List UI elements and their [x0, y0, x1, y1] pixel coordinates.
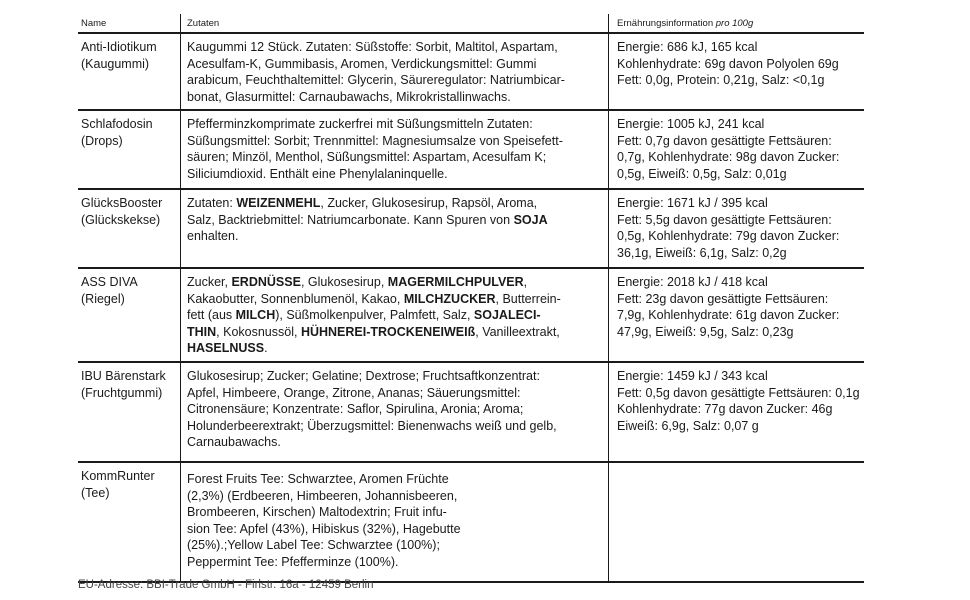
ingredients-cell — [180, 269, 608, 361]
ingredients-line — [187, 504, 604, 521]
ingredients-line — [187, 56, 604, 73]
allergen-highlight: MILCH — [235, 308, 276, 323]
ingredients-text: säuren; Minzöl, Menthol, Süßungsmittel: Aspartam, Acesulfam K; — [187, 150, 547, 165]
ingredients-cell — [180, 363, 608, 461]
nutrition-cell — [608, 190, 864, 267]
header-ingredients: Zutaten — [180, 14, 608, 32]
ingredients-line — [187, 133, 604, 150]
ingredients-line — [187, 537, 604, 554]
nutrition-line: 47,9g, Eiweiß: 9,5g, Salz: 0,23g — [617, 324, 794, 339]
ingredients-line — [187, 274, 604, 291]
ingredients-text: Zutaten: — [187, 196, 237, 210]
nutrition-line: Eiweiß: 6,9g, Salz: 0,07 g — [617, 418, 759, 433]
ingredients-line — [187, 166, 604, 183]
product-name: GlücksBooster — [81, 196, 163, 210]
ingredients-line — [187, 368, 604, 385]
ingredients-text: Pfefferminzkomprimate zuckerfrei mit Süßungsmitteln Zutaten: — [187, 117, 533, 131]
ingredients-line — [187, 195, 604, 212]
ingredients-text: Brombeeren, Kirschen) Maltodextrin; Fruit infu- — [187, 505, 447, 520]
header-nutrition-label: Ernährungsinformation — [617, 18, 714, 29]
ingredients-line — [187, 488, 604, 505]
ingredients-line — [187, 401, 604, 418]
product-name-cell — [78, 190, 180, 267]
ingredients-line — [187, 418, 604, 435]
allergen-highlight: MILCHZUCKER — [403, 291, 496, 306]
product-type: (Glückskekse) — [81, 212, 161, 227]
ingredients-text: Süßungsmittel: Sorbit; Trennmittel: Magnesiumsalze von Speisefett- — [187, 133, 563, 148]
nutrition-line: Kohlenhydrate: 77g davon Zucker: 46g — [617, 402, 833, 417]
ingredients-text: , — [523, 275, 528, 289]
ingredients-text: Carnaubawachs. — [187, 435, 281, 450]
allergen-highlight: HASELNUSS — [187, 341, 265, 356]
nutrition-line: Fett: 0,5g davon gesättigte Fettsäuren: 0,1g — [617, 385, 860, 400]
allergen-highlight: ERDNÜSSE — [231, 275, 301, 289]
ingredients-line — [187, 385, 604, 402]
ingredients-line — [187, 89, 604, 106]
ingredients-line — [187, 340, 604, 357]
table-row — [78, 361, 864, 461]
ingredients-text: Holunderbeerextrakt; Überzugsmittel: Bienenwachs weiß und gelb, — [187, 418, 557, 433]
ingredients-line — [187, 434, 604, 451]
ingredients-text: , Vanilleextrakt, — [475, 324, 560, 339]
nutrition-cell — [608, 111, 864, 188]
ingredients-text: enhalten. — [187, 229, 239, 244]
ingredients-text: Zucker, — [187, 275, 232, 289]
ingredients-cell — [180, 463, 608, 581]
ingredients-text: bonat, Glasurmittel: Carnaubawachs, Mikrokristallinwachs. — [187, 89, 511, 104]
ingredients-text: Kakaobutter, Sonnenblumenöl, Kakao, — [187, 291, 404, 306]
product-name: KommRunter — [81, 469, 155, 483]
product-name: ASS DIVA — [81, 275, 138, 289]
ingredients-text: sion Tee: Apfel (43%), Hibiskus (32%), Hagebutte — [187, 521, 461, 536]
allergen-highlight: SOJA — [513, 212, 548, 227]
ingredients-text: , Glukosesirup, — [300, 275, 388, 289]
allergen-highlight: WEIZENMEHL — [236, 196, 321, 210]
allergen-highlight: THIN — [187, 324, 217, 339]
allergen-highlight: SOJALECI- — [473, 308, 541, 323]
ingredients-line — [187, 307, 604, 324]
ingredients-line — [187, 324, 604, 341]
nutrition-line: 0,7g, Kohlenhydrate: 98g davon Zucker: — [617, 150, 840, 165]
ingredients-text: . — [264, 341, 268, 356]
ingredients-text: , Zucker, Glukosesirup, Rapsöl, Aroma, — [320, 196, 538, 210]
product-name: IBU Bärenstark — [81, 369, 166, 383]
ingredients-text: arabicum, Feuchthaltemittel: Glycerin, Säureregulator: Natriumbicar- — [187, 73, 565, 88]
nutrition-line: Fett: 0,7g davon gesättigte Fettsäuren: — [617, 133, 832, 148]
ingredients-line — [187, 291, 604, 308]
ingredients-line — [187, 228, 604, 245]
ingredients-line — [187, 212, 604, 229]
ingredients-text: Salz, Backtriebmittel: Natriumcarbonate. Kann Spuren von — [187, 212, 514, 227]
ingredients-text: Glukosesirup; Zucker; Gelatine; Dextrose; Fruchtsaftkonzentrat: — [187, 369, 540, 383]
nutrition-line: Energie: 1005 kJ, 241 kcal — [617, 117, 765, 131]
product-type: (Tee) — [81, 485, 110, 500]
ingredients-text: Siliciumdioxid. Enthält eine Phenylalaninquelle. — [187, 166, 448, 181]
product-type: (Kaugummi) — [81, 56, 150, 71]
ingredients-text: (2,3%) (Erdbeeren, Himbeeren, Johannisbeeren, — [187, 488, 458, 503]
table-row — [78, 32, 864, 109]
ingredients-text: , Butterrein- — [495, 291, 561, 306]
nutrition-cell — [608, 34, 864, 109]
nutrition-line: 7,9g, Kohlenhydrate: 61g davon Zucker: — [617, 308, 840, 323]
nutrition-line: Fett: 0,0g, Protein: 0,21g, Salz: <0,1g — [617, 73, 825, 88]
ingredients-text: Acesulfam-K, Gummibasis, Aromen, Verdickungsmittel: Gummi — [187, 56, 537, 71]
product-type: (Riegel) — [81, 291, 125, 306]
product-info-table — [78, 14, 864, 583]
ingredients-cell — [180, 34, 608, 109]
product-name-cell — [78, 111, 180, 188]
ingredients-text: Citronensäure; Konzentrate: Saflor, Spirulina, Aronia; Aroma; — [187, 402, 524, 417]
product-name-cell — [78, 269, 180, 361]
nutrition-cell — [608, 463, 864, 581]
ingredients-line — [187, 116, 604, 133]
product-type: (Drops) — [81, 133, 123, 148]
nutrition-line: 0,5g, Eiweiß: 0,5g, Salz: 0,01g — [617, 166, 787, 181]
nutrition-line: Kohlenhydrate: 69g davon Polyolen 69g — [617, 56, 839, 71]
nutrition-cell — [608, 363, 864, 461]
nutrition-line: Energie: 686 kJ, 165 kcal — [617, 40, 758, 54]
table-row — [78, 461, 864, 583]
table-row — [78, 188, 864, 267]
ingredients-line — [187, 149, 604, 166]
ingredients-text: , Kokosnussöl, — [216, 324, 301, 339]
product-type: (Fruchtgummi) — [81, 385, 163, 400]
ingredients-cell — [180, 190, 608, 267]
ingredients-line — [187, 471, 604, 488]
nutrition-line: Fett: 5,5g davon gesättigte Fettsäuren: — [617, 212, 832, 227]
header-nutrition — [608, 14, 864, 32]
nutrition-cell — [608, 269, 864, 361]
ingredients-text: fett (aus — [187, 308, 236, 323]
nutrition-line: Energie: 2018 kJ / 418 kcal — [617, 275, 768, 289]
nutrition-line: Energie: 1671 kJ / 395 kcal — [617, 196, 768, 210]
product-name: Schlafodosin — [81, 117, 153, 131]
product-name: Anti-Idiotikum — [81, 40, 157, 54]
ingredients-text: Forest Fruits Tee: Schwarztee, Aromen Früchte — [187, 472, 449, 486]
product-name-cell — [78, 34, 180, 109]
eu-address-footer: EU-Adresse: BBI-Trade GmbH - Firlstr. 16a - 12459 Berlin — [78, 579, 374, 591]
ingredients-line — [187, 72, 604, 89]
ingredients-text: Kaugummi 12 Stück. Zutaten: Süßstoffe: Sorbit, Maltitol, Aspartam, — [187, 40, 558, 54]
nutrition-line: 0,5g, Kohlenhydrate: 79g davon Zucker: — [617, 229, 840, 244]
nutrition-line: 36,1g, Eiweiß: 6,1g, Salz: 0,2g — [617, 245, 787, 260]
product-name-cell — [78, 463, 180, 581]
table-row — [78, 109, 864, 188]
allergen-highlight: HÜHNEREI-TROCKENEIWEIß — [300, 324, 476, 339]
ingredients-line — [187, 39, 604, 56]
ingredients-cell — [180, 111, 608, 188]
product-name-cell — [78, 363, 180, 461]
nutrition-line: Energie: 1459 kJ / 343 kcal — [617, 369, 768, 383]
ingredients-text: Peppermint Tee: Pfefferminze (100%). — [187, 554, 399, 569]
ingredients-text: (25%).;Yellow Label Tee: Schwarztee (100%); — [187, 538, 440, 553]
header-name: Name — [81, 18, 107, 29]
ingredients-line — [187, 554, 604, 571]
ingredients-line — [187, 521, 604, 538]
header-nutrition-unit: pro 100g — [715, 18, 754, 29]
ingredients-text: Apfel, Himbeere, Orange, Zitrone, Ananas; Säuerungsmittel: — [187, 385, 521, 400]
table-row — [78, 267, 864, 361]
allergen-highlight: MAGERMILCHPULVER — [387, 275, 524, 289]
ingredients-text: ), Süßmolkenpulver, Palmfett, Salz, — [275, 308, 474, 323]
table-header — [78, 14, 864, 32]
nutrition-line: Fett: 23g davon gesättigte Fettsäuren: — [617, 291, 829, 306]
